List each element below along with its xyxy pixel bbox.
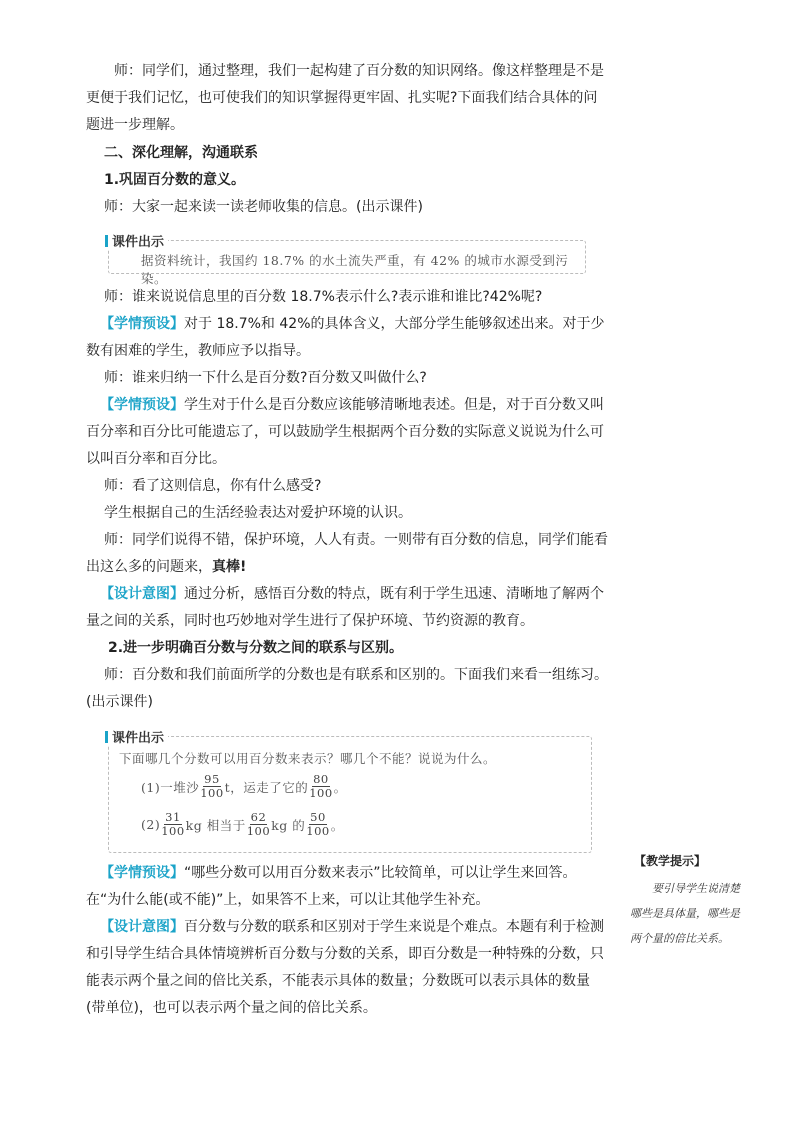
courseware-tab: 课件出示 [101,727,168,746]
paragraph: 师：谁来说说信息里的百分数 18.7%表示什么?表示谁和谁比?42%呢? [104,289,543,305]
courseware-box [108,731,592,853]
teaching-tip-tag: 【教学提示】 [634,854,707,868]
paragraph: 师：看了这则信息，你有什么感受? [104,478,322,494]
paragraph: 【设计意图】百分数与分数的联系和区别对于学生来说是个难点。本题有利于检测和引导学生结合具体情境辨析百分数与分数的关系，即百分数是一种特殊的分数，只能表示两个量之间的倍比关系，不能表示具体的数量；分数既可以表示具体的数量(带单位)，也可以表示两个量之间的倍比关系。 [86,919,604,1016]
paragraph: 【学情预设】学生对于什么是百分数应该能够清晰地表述。但是，对于百分数又叫百分率和百分比可能遗忘了，可以鼓励学生根据两个百分数的实际意义说说为什么可以叫百分率和百分比。 [86,397,604,467]
courseware-question: 下面哪几个分数可以用百分数来表示？哪几个不能？说说为什么。 [119,751,497,766]
subsection-heading: 1.巩固百分数的意义。 [104,172,246,188]
fraction: $\frac{80}{100}$ [309,772,333,800]
courseware-tab: 课件出示 [101,231,168,250]
question-line-2: (2) $\frac{31}{100}$ kg 相当于 $\frac{62}{100}$ kg 的 $\frac{50}{100}$ 。 [141,810,344,838]
paragraph: 【设计意图】通过分析，感悟百分数的特点，既有利于学生迅速、清晰地了解两个量之间的关系，同时也巧妙地对学生进行了保护环境、节约资源的教育。 [86,586,604,629]
tab-marker [105,235,108,247]
subsection-heading: 2.进一步明确百分数与分数之间的联系与区别。 [108,640,404,656]
courseware-text: 据资料统计，我国约 18.7% 的水土流失严重，有 42% 的城市水源受到污染。 [141,253,569,286]
paragraph: 【学情预设】“哪些分数可以用百分数来表示”比较简单，可以让学生来回答。在“为什么能(或不能)”上，如果答不上来，可以让其他学生补充。 [86,865,577,908]
paragraph: 师：大家一起来读一读老师收集的信息。(出示课件) [104,199,423,215]
section-heading: 二、深化理解，沟通联系 [104,145,258,161]
tab-marker [105,731,108,743]
paragraph: 师：谁来归纳一下什么是百分数?百分数又叫做什么? [104,370,427,386]
fraction: $\frac{62}{100}$ [246,810,271,838]
fraction: $\frac{31}{100}$ [161,810,185,838]
paragraph: 师：百分数和我们前面所学的分数也是有联系和区别的。下面我们来看一组练习。(出示课件) [86,667,608,710]
paragraph: 师：同学们，通过整理，我们一起构建了百分数的知识网络。像这样整理是不是更便于我们记忆，也可使我们的知识掌握得更牢固、扎实呢?下面我们结合具体的问题进一步理解。 [86,63,604,133]
fraction: $\frac{95}{100}$ [200,772,224,800]
courseware-box [108,235,586,286]
paragraph: 师：同学们说得不错，保护环境，人人有责。一则带有百分数的信息，同学们能看出这么多的问题来，真棒! [86,532,608,575]
fraction: $\frac{50}{100}$ [306,810,330,838]
question-line-1: (1)一堆沙 $\frac{95}{100}$ t，运走了它的 $\frac{80}{100}$ 。 [141,772,347,800]
paragraph: 【学情预设】对于 18.7%和 42%的具体含义，大部分学生能够叙述出来。对于少数有困难的学生，教师应予以指导。 [86,316,605,359]
teaching-tip-text: 要引导学生说清楚哪些是具体量，哪些是两个量的倍比关系。 [630,882,740,945]
paragraph: 学生根据自己的生活经验表达对爱护环境的认识。 [104,505,412,521]
